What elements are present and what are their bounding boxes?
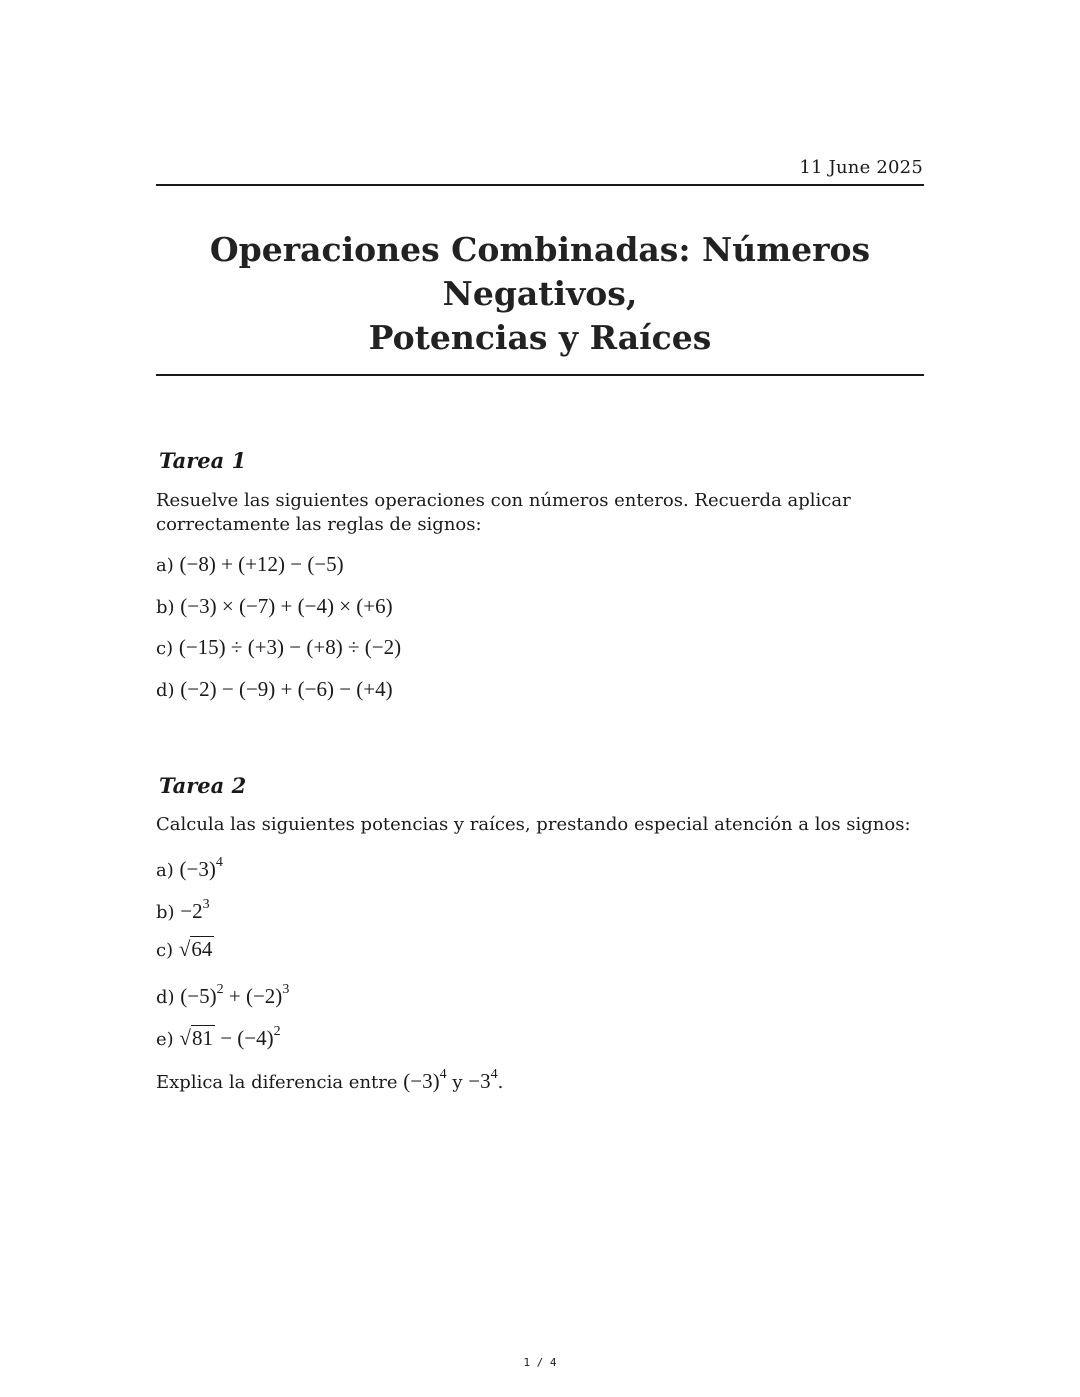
closing-term-1 — [403, 1069, 446, 1093]
operator: − — [220, 1026, 233, 1050]
item-expression: (−8) + (+12) − (−5) — [179, 552, 344, 576]
closing-term-2 — [468, 1069, 497, 1093]
power-base: −2 — [180, 899, 203, 923]
closing-period: . — [497, 1072, 504, 1093]
item-label: b) — [156, 902, 175, 923]
task1-heading: Tarea 1 — [159, 448, 247, 473]
item-label: c) — [156, 638, 174, 659]
task2-item-c — [156, 936, 214, 964]
item-label: b) — [156, 597, 175, 618]
item-label: a) — [156, 555, 174, 576]
task2-heading: Tarea 2 — [159, 773, 247, 798]
task2-item-e — [156, 1021, 281, 1053]
page-title — [156, 228, 924, 360]
power-exponent: 4 — [490, 1067, 498, 1082]
task2-item-b — [156, 894, 210, 926]
task2-item-a — [156, 852, 223, 884]
title-line-1: Operaciones Combinadas: Números Negativos, — [209, 230, 871, 313]
square-root — [179, 1025, 215, 1051]
task1-item-d — [156, 676, 393, 704]
operator: + — [228, 984, 241, 1008]
power-exponent: 2 — [273, 1024, 281, 1039]
power-exponent: 4 — [215, 855, 223, 870]
item-label: d) — [156, 987, 175, 1008]
page-number: 1 / 4 — [523, 1356, 557, 1369]
item-expression — [179, 1026, 280, 1050]
square-root — [179, 936, 215, 962]
sqrt-sign: √ — [178, 937, 191, 961]
task2-closing — [156, 1064, 503, 1096]
power-base: −3 — [468, 1069, 491, 1093]
task1-item-a — [156, 551, 344, 579]
item-expression: (−3) × (−7) + (−4) × (+6) — [180, 594, 393, 618]
title-rule — [156, 374, 924, 376]
task2-item-d — [156, 979, 289, 1011]
title-line-2: Potencias y Raíces — [368, 318, 712, 357]
item-expression: (−15) ÷ (+3) − (+8) ÷ (−2) — [178, 635, 402, 659]
task1-intro: Resuelve las siguientes operaciones con números enteros. Recuerda aplicar correctamente las reglas de signos: — [156, 490, 851, 535]
item-expression — [180, 984, 289, 1008]
item-label: d) — [156, 680, 175, 701]
sqrt-sign: √ — [179, 1026, 191, 1050]
document-date: 11 June 2025 — [799, 157, 923, 178]
power-base: (−3) — [403, 1069, 440, 1093]
item-expression — [180, 857, 223, 881]
power-exponent: 3 — [282, 982, 290, 997]
radicand: 64 — [191, 937, 213, 961]
item-expression: (−2) − (−9) + (−6) − (+4) — [180, 677, 393, 701]
header-rule — [156, 184, 924, 186]
task1-item-b — [156, 593, 393, 621]
task1-item-c — [156, 634, 401, 662]
item-label: e) — [156, 1029, 174, 1050]
item-label: a) — [156, 860, 174, 881]
item-expression — [180, 899, 209, 923]
power-base: (−3) — [179, 857, 216, 881]
power-base: (−2) — [245, 984, 283, 1008]
task2-intro: Calcula las siguientes potencias y raíces, prestando especial atención a los signos: — [156, 814, 911, 835]
item-label: c) — [156, 940, 174, 961]
power-exponent: 3 — [202, 897, 210, 912]
power-exponent: 2 — [216, 982, 224, 997]
radicand: 81 — [191, 1026, 213, 1050]
power-base: (−4) — [237, 1026, 274, 1050]
closing-text: Explica la diferencia entre — [156, 1072, 398, 1093]
power-exponent: 4 — [439, 1067, 447, 1082]
closing-connector: y — [452, 1072, 463, 1093]
power-base: (−5) — [180, 984, 217, 1008]
